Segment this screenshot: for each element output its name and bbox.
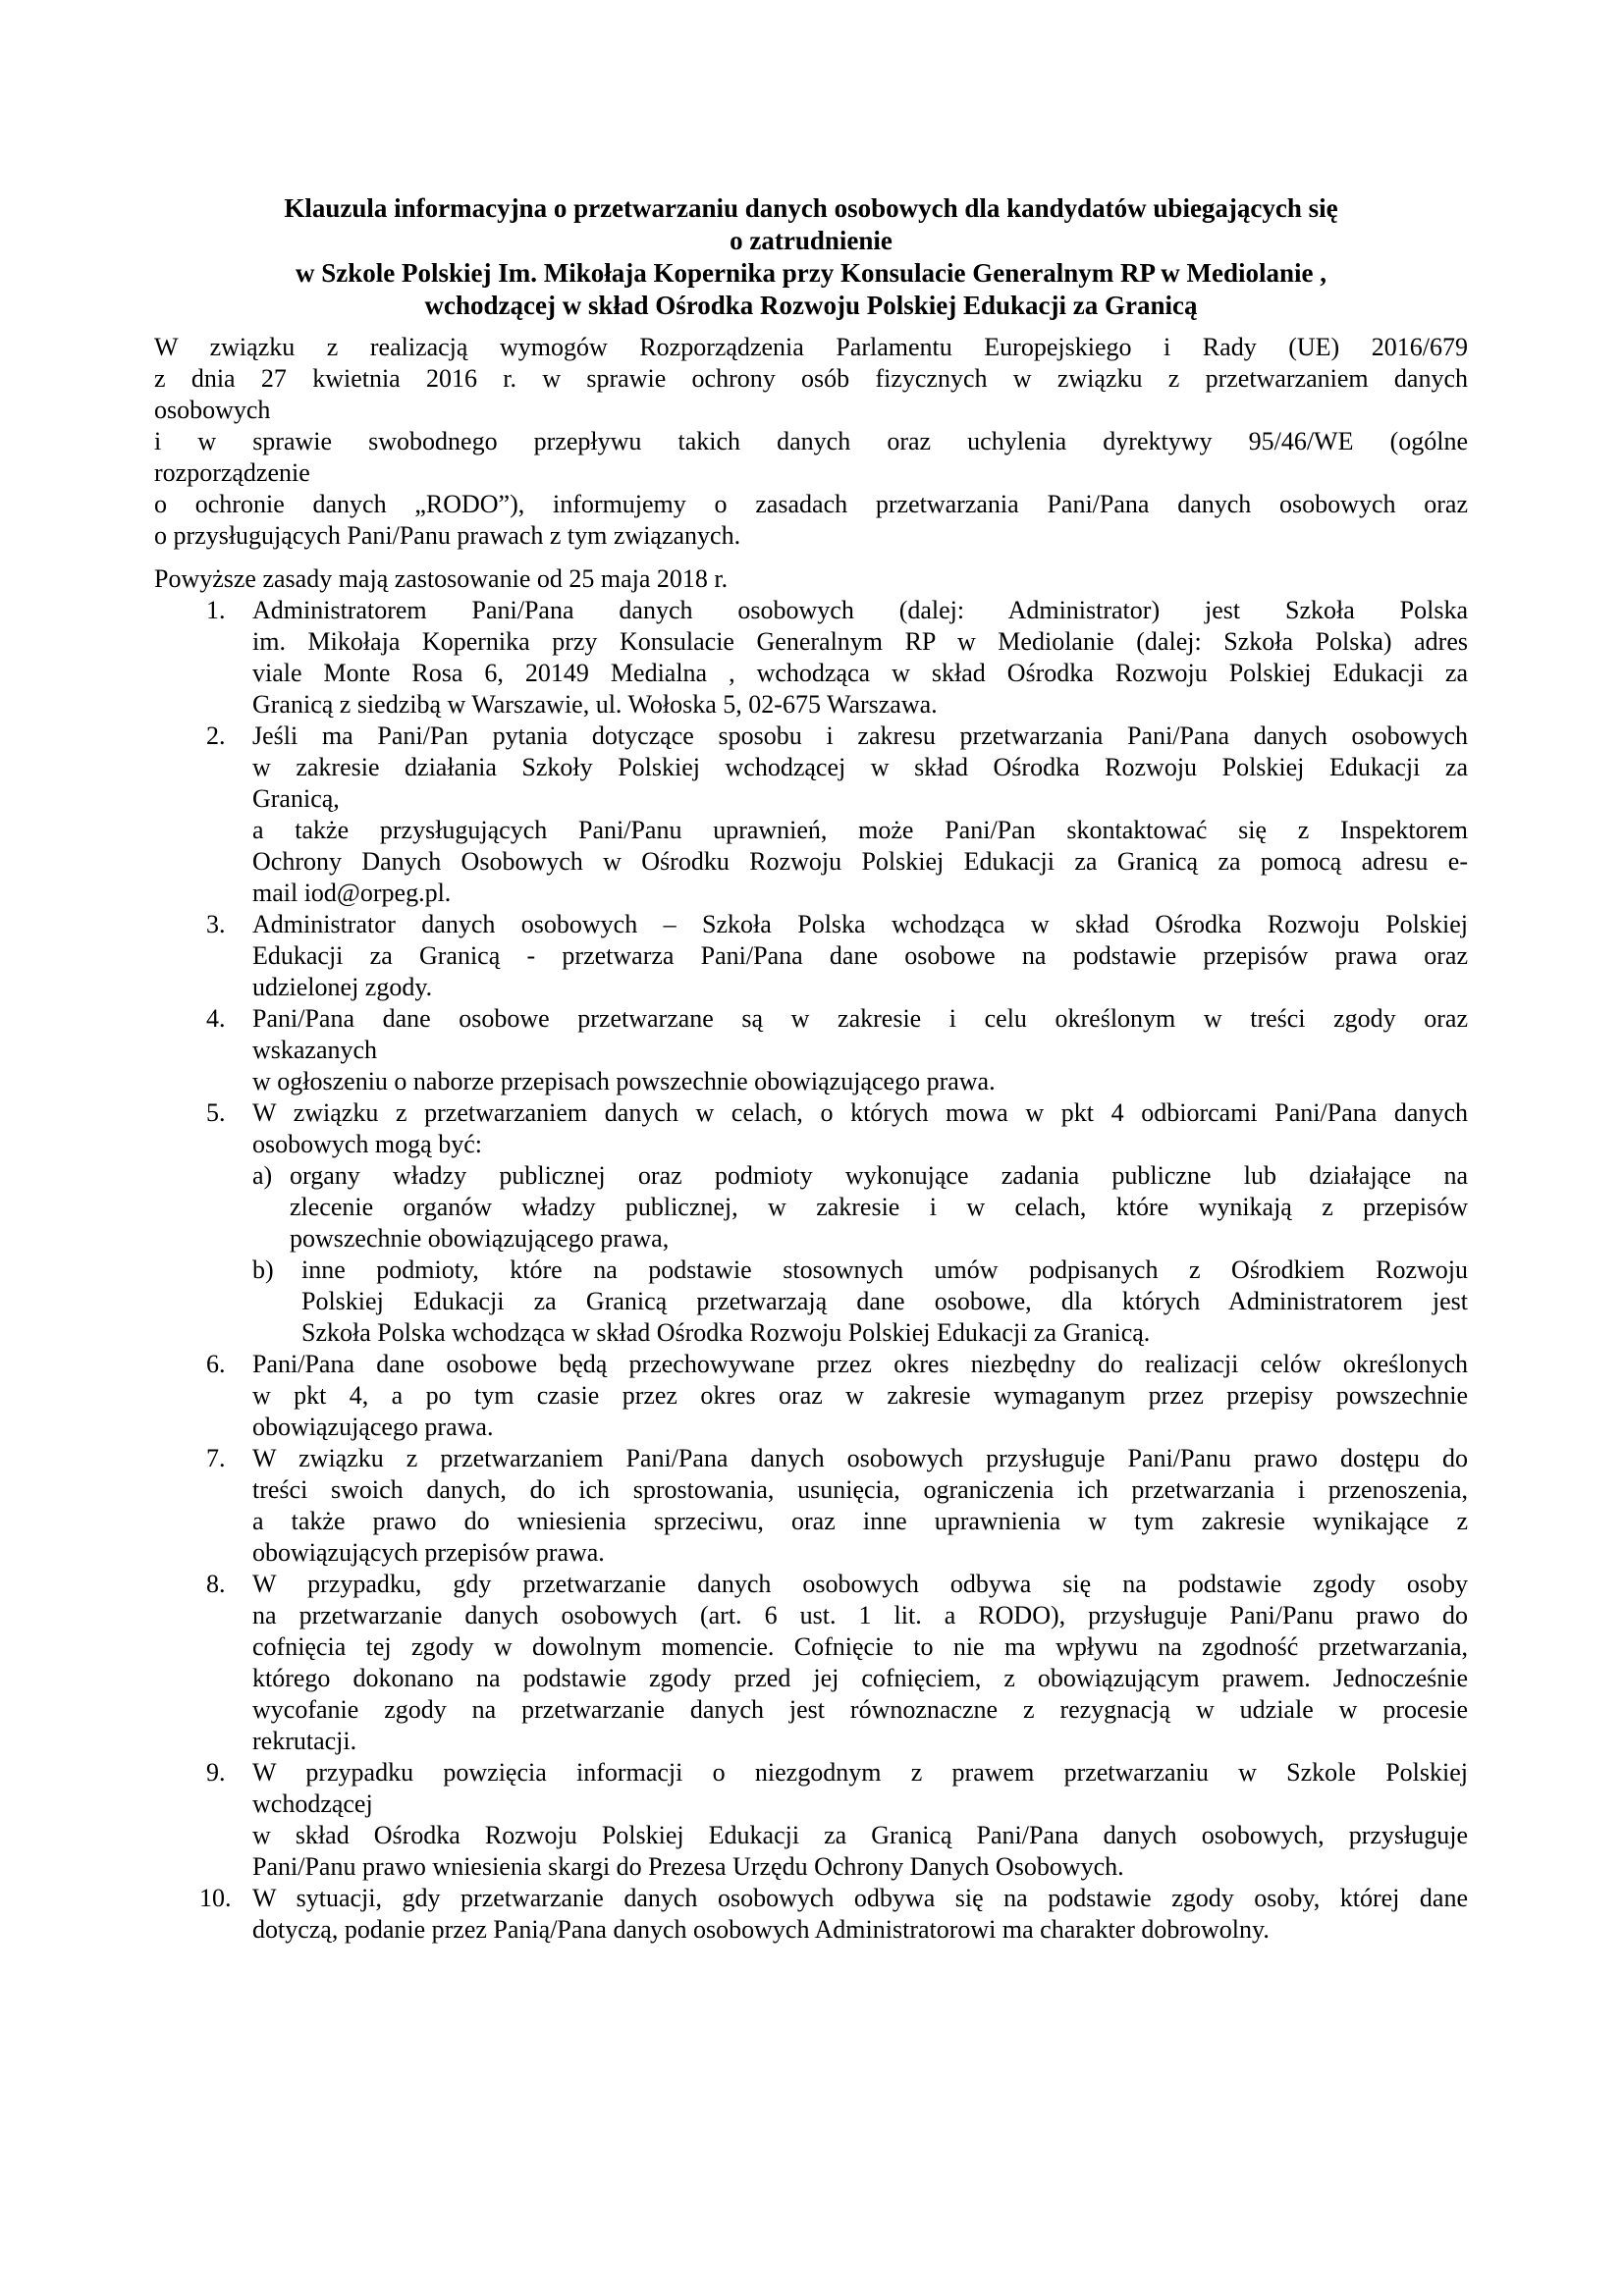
- subitem-line: inne podmioty, które na podstawie stosownych umów podpisanych z Ośrodkiem Rozwoju: [301, 1255, 1468, 1284]
- subitem-line: zlecenie organów władzy publicznej, w zakresie i w celach, które wynikają z przepisów: [290, 1193, 1468, 1221]
- subitem-line: Polskiej Edukacji za Granicą przetwarzają dane osobowe, dla których Administratorem jest: [301, 1287, 1468, 1315]
- subitem-letter: b): [252, 1255, 274, 1284]
- item-line: w pkt 4, a po tym czasie przez okres oraz w zakresie wymaganym przez przepisy powszechnie: [252, 1381, 1468, 1410]
- email-link-text: mail iod@orpeg.pl.: [252, 879, 452, 907]
- item-line: Administrator danych osobowych – Szkoła Polska wchodząca w skład Ośrodka Rozwoju Polskiej: [252, 910, 1468, 938]
- subitem-letter: a): [252, 1161, 273, 1190]
- subitem-line: Szkoła Polska wchodząca w skład Ośrodka Rozwoju Polskiej Edukacji za Granicą.: [301, 1318, 1151, 1347]
- clause-list: [154, 595, 1468, 1946]
- item-line: cofnięcia tej zgody w dowolnym momencie. Cofnięcie to nie ma wpływu na zgodność przetwarzania,: [252, 1632, 1468, 1661]
- effective-date-note: Powyższe zasady mają zastosowanie od 25 maja 2018 r.: [154, 564, 729, 593]
- title-line: Klauzula informacyjna o przetwarzaniu danych osobowych dla kandydatów ubiegających się: [284, 193, 1338, 223]
- item-line: w skład Ośrodka Rozwoju Polskiej Edukacji za Granicą Pani/Pana danych osobowych, przysługuje: [252, 1821, 1468, 1849]
- item-line: a także przysługujących Pani/Panu uprawnień, może Pani/Pan skontaktować się z Inspektorem: [252, 816, 1468, 844]
- item-number: 6.: [206, 1350, 226, 1378]
- item-line: wskazanych: [252, 1036, 378, 1064]
- item-line: rekrutacji.: [252, 1727, 357, 1755]
- intro-line: i w sprawie swobodnego przepływu takich danych oraz uchylenia dyrektywy 95/46/WE (ogólne: [154, 427, 1468, 455]
- item-line: Pani/Panu prawo wniesienia skargi do Prezesa Urzędu Ochrony Danych Osobowych.: [252, 1852, 1124, 1881]
- item-line: Granicą z siedzibą w Warszawie, ul. Wołoska 5, 02-675 Warszawa.: [252, 690, 938, 719]
- intro-line: o ochronie danych „RODO”), informujemy o zasadach przetwarzania Pani/Pana danych osobowych oraz: [154, 490, 1468, 518]
- item-line: Ochrony Danych Osobowych w Ośrodku Rozwoju Polskiej Edukacji za Granicą za pomocą adresu e-: [252, 847, 1468, 876]
- item-line: obowiązujących przepisów prawa.: [252, 1538, 605, 1567]
- subitem-a: [252, 1160, 1468, 1255]
- item-number: 7.: [206, 1444, 226, 1472]
- item-line: im. Mikołaja Kopernika przy Konsulacie Generalnym RP w Mediolanie (dalej: Szkoła Polska) adres: [252, 627, 1468, 656]
- clause-item-6: [154, 1349, 1468, 1443]
- item-number: 2.: [206, 721, 226, 750]
- clause-item-4: [154, 1003, 1468, 1097]
- item-number: 4.: [206, 1004, 226, 1033]
- document-page: [154, 192, 1468, 1946]
- item-line: treści swoich danych, do ich sprostowania, usunięcia, ograniczenia ich przetwarzania i przenoszenia,: [252, 1475, 1468, 1504]
- item-line: W przypadku powzięcia informacji o niezgodnym z prawem przetwarzaniu w Szkole Polskiej: [252, 1758, 1468, 1787]
- title-line: wchodzącej w skład Ośrodka Rozwoju Polskiej Edukacji za Granicą: [424, 291, 1198, 320]
- intro-line: o przysługujących Pani/Panu prawach z tym związanych.: [154, 521, 741, 550]
- clause-item-10: [154, 1883, 1468, 1946]
- clause-item-8: [154, 1569, 1468, 1757]
- title-line: w Szkole Polskiej Im. Mikołaja Kopernika przy Konsulacie Generalnym RP w Mediolanie ,: [296, 258, 1326, 288]
- item-number: 10.: [199, 1884, 232, 1912]
- item-line: Edukacji za Granicą - przetwarza Pani/Pana dane osobowe na podstawie przepisów prawa oraz: [252, 941, 1468, 970]
- intro-paragraph: [154, 332, 1468, 552]
- item-line: Jeśli ma Pani/Pan pytania dotyczące sposobu i zakresu przetwarzania Pani/Pana danych osobowych: [252, 721, 1468, 750]
- item-line: viale Monte Rosa 6, 20149 Medialna , wchodząca w skład Ośrodka Rozwoju Polskiej Edukacji za: [252, 659, 1468, 687]
- item-number: 3.: [206, 910, 226, 938]
- intro-line: osobowych: [154, 396, 271, 424]
- item-line: wchodzącej: [252, 1789, 373, 1818]
- clause-item-1: [154, 595, 1468, 721]
- item-line: którego dokonano na podstawie zgody przed jej cofnięciem, z obowiązującym prawem. Jednocześnie: [252, 1664, 1468, 1692]
- item-line: w zakresie działania Szkoły Polskiej wchodzącej w skład Ośrodka Rozwoju Polskiej Edukacji za: [252, 753, 1468, 781]
- item-line: W przypadku, gdy przetwarzanie danych osobowych odbywa się na podstawie zgody osoby: [252, 1570, 1468, 1598]
- intro-line: rozporządzenie: [154, 458, 310, 487]
- item-line: W związku z przetwarzaniem danych w celach, o których mowa w pkt 4 odbiorcami Pani/Pana danych: [252, 1098, 1468, 1127]
- item-line: dotyczą, podanie przez Panią/Pana danych osobowych Administratorowi ma charakter dobrowolny.: [252, 1915, 1270, 1944]
- item-line: Administratorem Pani/Pana danych osobowych (dalej: Administrator) jest Szkoła Polska: [252, 596, 1468, 624]
- item-line: W związku z przetwarzaniem Pani/Pana danych osobowych przysługuje Pani/Panu prawo dostępu do: [252, 1444, 1468, 1472]
- intro-line: W związku z realizacją wymogów Rozporządzenia Parlamentu Europejskiego i Rady (UE) 2016/679: [154, 333, 1468, 361]
- item-line: Pani/Pana dane osobowe przetwarzane są w zakresie i celu określonym w treści zgody oraz: [252, 1004, 1468, 1033]
- item-line: udzielonej zgody.: [252, 973, 433, 1001]
- item-number: 8.: [206, 1570, 226, 1598]
- item-line: na przetwarzanie danych osobowych (art. 6 ust. 1 lit. a RODO), przysługuje Pani/Panu prawo do: [252, 1601, 1468, 1629]
- intro-line: z dnia 27 kwietnia 2016 r. w sprawie ochrony osób fizycznych w związku z przetwarzaniem danych: [154, 364, 1468, 393]
- clause-item-9: [154, 1757, 1468, 1883]
- item-line: osobowych mogą być:: [252, 1130, 482, 1158]
- clause-item-7: [154, 1443, 1468, 1569]
- subitem-b: [252, 1255, 1468, 1349]
- item-line: a także prawo do wniesienia sprzeciwu, oraz inne uprawnienia w tym zakresie wynikające z: [252, 1507, 1468, 1535]
- item-line: Pani/Pana dane osobowe będą przechowywane przez okres niezbędny do realizacji celów określonych: [252, 1350, 1468, 1378]
- item-number: 5.: [206, 1098, 226, 1127]
- item-number: 9.: [206, 1758, 226, 1787]
- clause-item-5: [154, 1097, 1468, 1349]
- title-line: o zatrudnienie: [730, 226, 893, 255]
- item-line: w ogłoszeniu o naborze przepisach powszechnie obowiązującego prawa.: [252, 1067, 996, 1095]
- subitem-line: organy władzy publicznej oraz podmioty wykonujące zadania publiczne lub działające na: [290, 1161, 1468, 1190]
- item-number: 1.: [206, 596, 226, 624]
- item-line: wycofanie zgody na przetwarzanie danych jest równoznaczne z rezygnacją w udziale w procesie: [252, 1695, 1468, 1724]
- clause-item-3: [154, 909, 1468, 1003]
- document-title: [154, 192, 1468, 322]
- subitem-line: powszechnie obowiązującego prawa,: [290, 1224, 670, 1253]
- item-line: Granicą,: [252, 784, 340, 813]
- item-line: obowiązującego prawa.: [252, 1413, 494, 1441]
- clause-item-2: [154, 721, 1468, 909]
- item-line: W sytuacji, gdy przetwarzanie danych osobowych odbywa się na podstawie zgody osoby, której dane: [252, 1884, 1468, 1912]
